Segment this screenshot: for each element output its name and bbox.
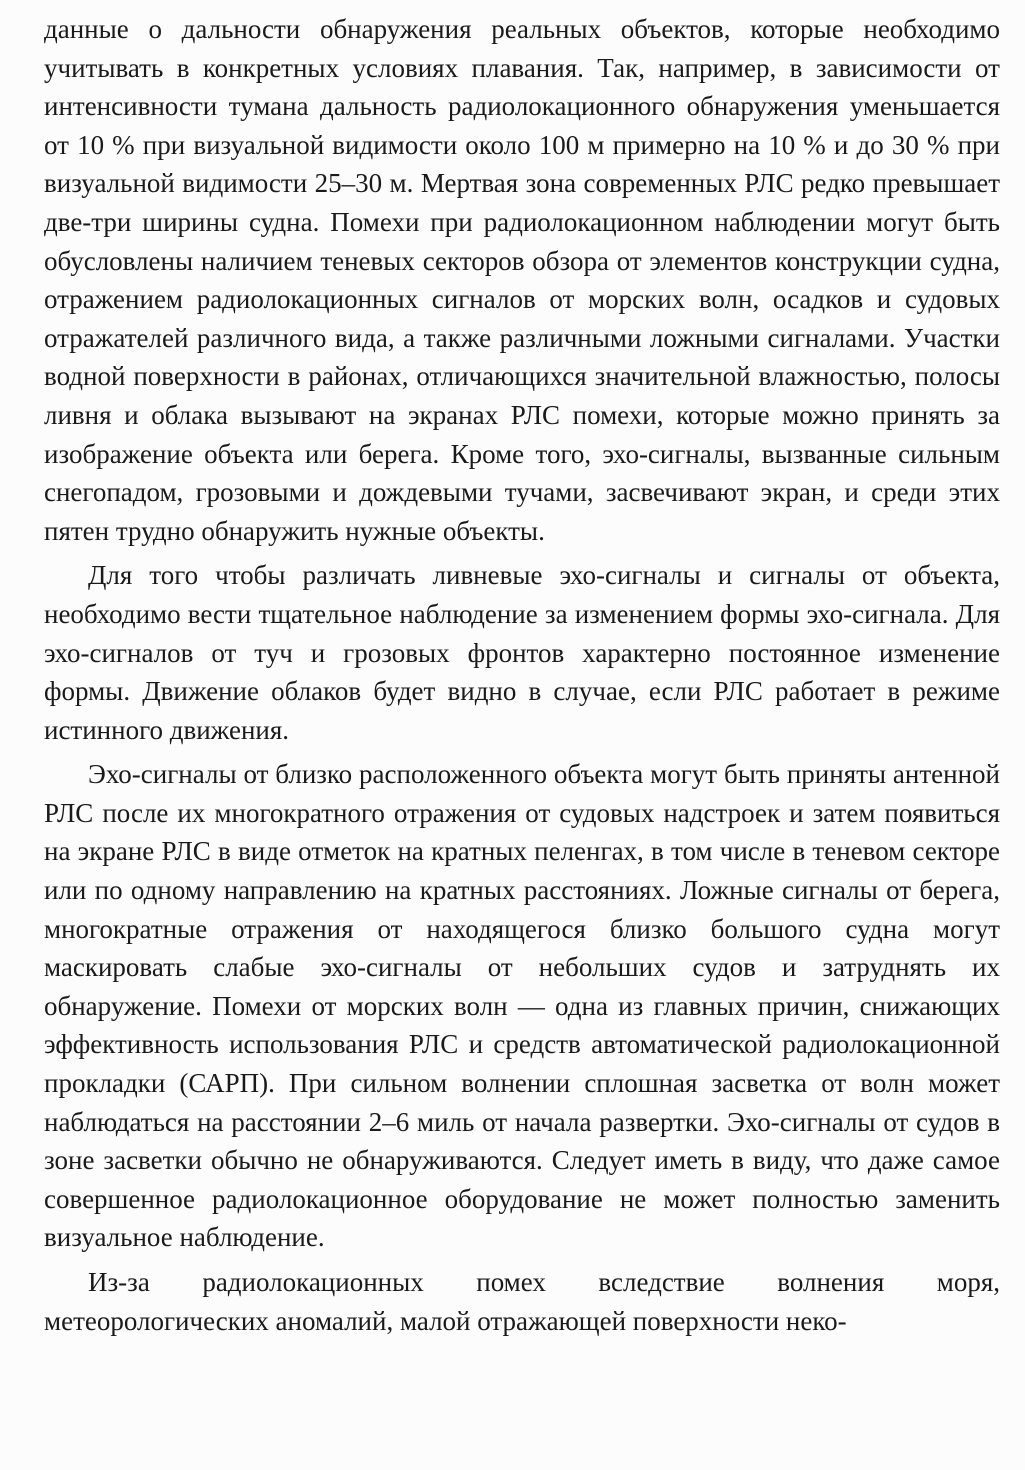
body-text xyxy=(44,10,1000,1340)
paragraph-4: Из-за радиолокационных помех вследствие волнения моря, метеорологических аномалий, малой отражающей поверхности неко- xyxy=(44,1267,1000,1336)
paragraph-3: Эхо-сигналы от близко расположенного объекта могут быть приняты антенной РЛС после их многократного отражения от судовых надстроек и затем появиться на экране РЛС в виде отметок на кратных пеленгах, в том числе в теневом секторе или по одному направлению на кратных расстояниях. Ложные сигналы от берега, многократные отражения от находящегося близко большого судна могут маскировать слабые эхо-сигналы от небольших судов и затруднять их обнаружение. Помехи от морских волн — одна из главных причин, снижающих эффективность использования РЛС и средств автоматической радиолокационной прокладки (САРП). При сильном волнении сплошная засветка от волн может наблюдаться на расстоянии 2–6 миль от начала развертки. Эхо-сигналы от судов в зоне засветки обычно не обнаруживаются. Следует иметь в виду, что даже самое совершенное радиолокационное оборудование не может полностью заменить визуальное наблюдение. xyxy=(44,759,1000,1253)
paragraph-2: Для того чтобы различать ливневые эхо-сигналы и сигналы от объекта, необходимо вести тщательное наблюдение за изменением формы эхо-сигнала. Для эхо-сигналов от туч и грозовых фронтов характерно постоянное изменение формы. Движение облаков будет видно в случае, если РЛС работает в режиме истинного движения. xyxy=(44,560,1000,745)
paragraph-1: данные о дальности обнаружения реальных объектов, которые необходимо учитывать в конкретных условиях плавания. Так, например, в зависимости от интенсивности тумана дальность радиолокационного обнаружения уменьшается от 10 % при визуальной видимости около 100 м примерно на 10 % и до 30 % при визуальной видимости 25–30 м. Мертвая зона современных РЛС редко превышает две-три ширины судна. Помехи при радиолокационном наблюдении могут быть обусловлены наличием теневых секторов обзора от элементов конструкции судна, отражением радиолокационных сигналов от морских волн, осадков и судовых отражателей различного вида, а также различными ложными сигналами. Участки водной поверхности в районах, отличающихся значительной влажностью, полосы ливня и облака вызывают на экранах РЛС помехи, которые можно принять за изображение объекта или берега. Кроме того, эхо-сигналы, вызванные сильным снегопадом, грозовыми и дождевыми тучами, засвечивают экран, и среди этих пятен трудно обнаружить нужные объекты. xyxy=(44,14,1000,546)
